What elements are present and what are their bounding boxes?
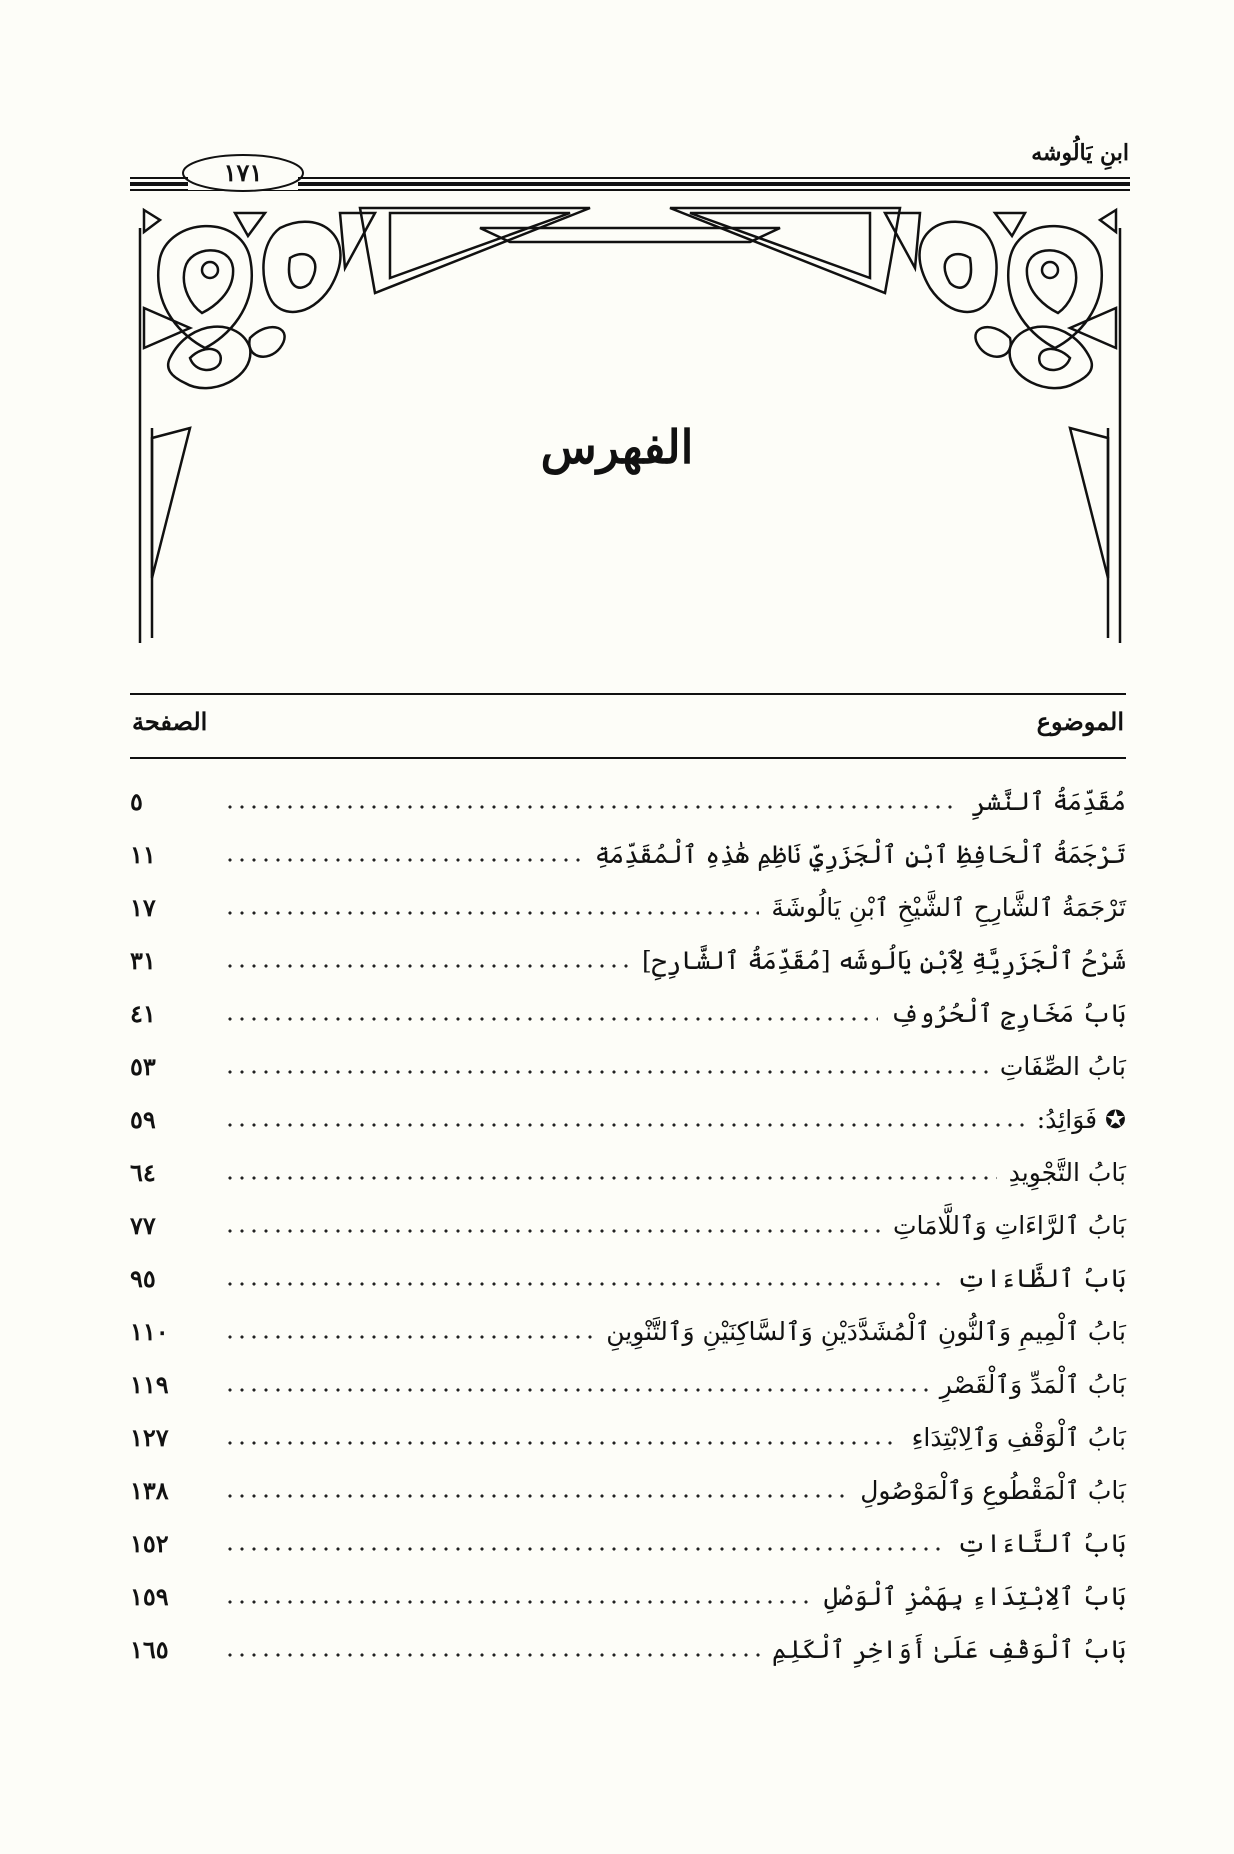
toc-row — [130, 1464, 1126, 1517]
toc-row — [130, 934, 1126, 987]
page-column-label: الصفحة — [132, 707, 208, 736]
toc-page: ١١ — [130, 840, 156, 869]
dot-leader — [224, 1335, 594, 1339]
dot-leader — [224, 1547, 945, 1551]
dot-leader — [224, 1653, 760, 1657]
page-number: ١٧١ — [188, 156, 298, 190]
toc-page: ١١٩ — [130, 1370, 169, 1399]
toc-title: بَابُ ٱلْمَقْطُوعِ وَٱلْمَوْصُولِ — [860, 1476, 1126, 1505]
dot-leader — [224, 1600, 812, 1604]
page-number-frame — [180, 152, 306, 194]
dot-leader — [224, 1282, 945, 1286]
toc-row — [130, 881, 1126, 934]
dot-leader — [224, 1229, 881, 1233]
toc-page: ٦٤ — [130, 1158, 156, 1187]
toc-row — [130, 1358, 1126, 1411]
dot-leader — [224, 1494, 848, 1498]
toc-title: بَابُ ٱلْوَقْفِ عَلَىٰ أَوَاخِرِ ٱلْكَلِمِ — [771, 1635, 1126, 1664]
toc-title: بَابُ الصِّفَاتِ — [999, 1052, 1126, 1081]
dot-leader — [224, 805, 960, 809]
toc-title: بَابُ مَخَارِجِ ٱلْحُرُوفِ — [890, 999, 1126, 1028]
dot-leader — [224, 911, 759, 915]
toc-row — [130, 775, 1126, 828]
toc-row — [130, 1305, 1126, 1358]
toc-title: بَابُ ٱلظَّاءَاتِ — [956, 1264, 1126, 1293]
toc-page: ١٦٥ — [130, 1635, 169, 1664]
toc-title: بَابُ ٱلْوَقْفِ وَٱلِابْتِدَاءِ — [911, 1423, 1126, 1452]
toc-title: ✪ فَوَائِدُ: — [1036, 1105, 1126, 1134]
toc-page: ١١٠ — [130, 1317, 169, 1346]
toc-page: ٧٧ — [130, 1211, 156, 1240]
toc-page: ١٥٢ — [130, 1529, 169, 1558]
toc-row — [130, 1570, 1126, 1623]
toc-page: ٤١ — [130, 999, 156, 1028]
toc-row — [130, 1146, 1126, 1199]
toc-row — [130, 1252, 1126, 1305]
toc-title: بَابُ ٱلِابْتِدَاءِ بِهَمْزِ ٱلْوَصْلِ — [823, 1582, 1126, 1611]
toc-title: تَرْجَمَةُ ٱلشَّارِحِ ٱلشَّيْخِ ٱبْنِ يَالُوشَةَ — [771, 893, 1126, 922]
toc-page: ١٥٩ — [130, 1582, 169, 1611]
toc-title: تَرْجَمَةُ ٱلْحَافِظِ ٱبْنِ ٱلْجَزَرِيِّ نَاظِمِ هَٰذِهِ ٱلْمُقَدِّمَةِ — [594, 840, 1126, 869]
topic-column-label: الموضوع — [1036, 707, 1124, 736]
toc-title: بَابُ ٱلتَّاءَاتِ — [956, 1529, 1126, 1558]
toc-page: ٣١ — [130, 946, 156, 975]
toc-row — [130, 828, 1126, 881]
dot-leader — [224, 1441, 900, 1445]
toc-title: بَابُ ٱلرَّاءَاتِ وَٱللَّامَاتِ — [892, 1211, 1126, 1240]
dot-leader — [224, 1070, 988, 1074]
toc-row — [130, 1199, 1126, 1252]
dot-leader — [224, 1388, 928, 1392]
toc-row — [130, 1040, 1126, 1093]
page-title: الفهرس — [540, 420, 694, 474]
toc-row — [130, 1623, 1126, 1676]
running-header: ابنِ يَالُوشه — [1031, 140, 1129, 166]
dot-leader — [224, 1176, 997, 1180]
toc-title: مُقَدِّمَةُ ٱلنَّشرِ — [971, 787, 1126, 816]
dot-leader — [224, 1123, 1025, 1127]
toc-page: ١٢٧ — [130, 1423, 169, 1452]
toc-title: بَابُ ٱلْمِيمِ وَٱلنُّونِ ٱلْمُشَدَّدَيْنِ وَٱلسَّاكِنَيْنِ وَٱلتَّنْوِينِ — [606, 1317, 1126, 1346]
toc-title: بَابُ ٱلْمَدِّ وَٱلْقَصْرِ — [939, 1370, 1126, 1399]
toc-page: ٥٩ — [130, 1105, 156, 1134]
dot-leader — [224, 1017, 878, 1021]
toc-page: ٥٣ — [130, 1052, 156, 1081]
toc-page: ١٧ — [130, 893, 156, 922]
dot-leader — [224, 858, 583, 862]
column-header — [130, 693, 1126, 759]
toc-row — [130, 1093, 1126, 1146]
toc-page: ١٣٨ — [130, 1476, 169, 1505]
toc-page: ٥ — [130, 787, 143, 816]
toc-row — [130, 987, 1126, 1040]
toc-page: ٩٥ — [130, 1264, 156, 1293]
toc-title: شَرْحُ ٱلْجَزَرِيَّةِ لِٱبْنِ يَالُوشَه [مُقَدِّمَةُ ٱلشَّارِحِ] — [641, 946, 1126, 975]
dot-leader — [224, 964, 630, 968]
toc-row — [130, 1517, 1126, 1570]
toc-row — [130, 1411, 1126, 1464]
table-of-contents — [130, 775, 1126, 1676]
toc-title: بَابُ التَّجْوِيدِ — [1008, 1158, 1126, 1187]
